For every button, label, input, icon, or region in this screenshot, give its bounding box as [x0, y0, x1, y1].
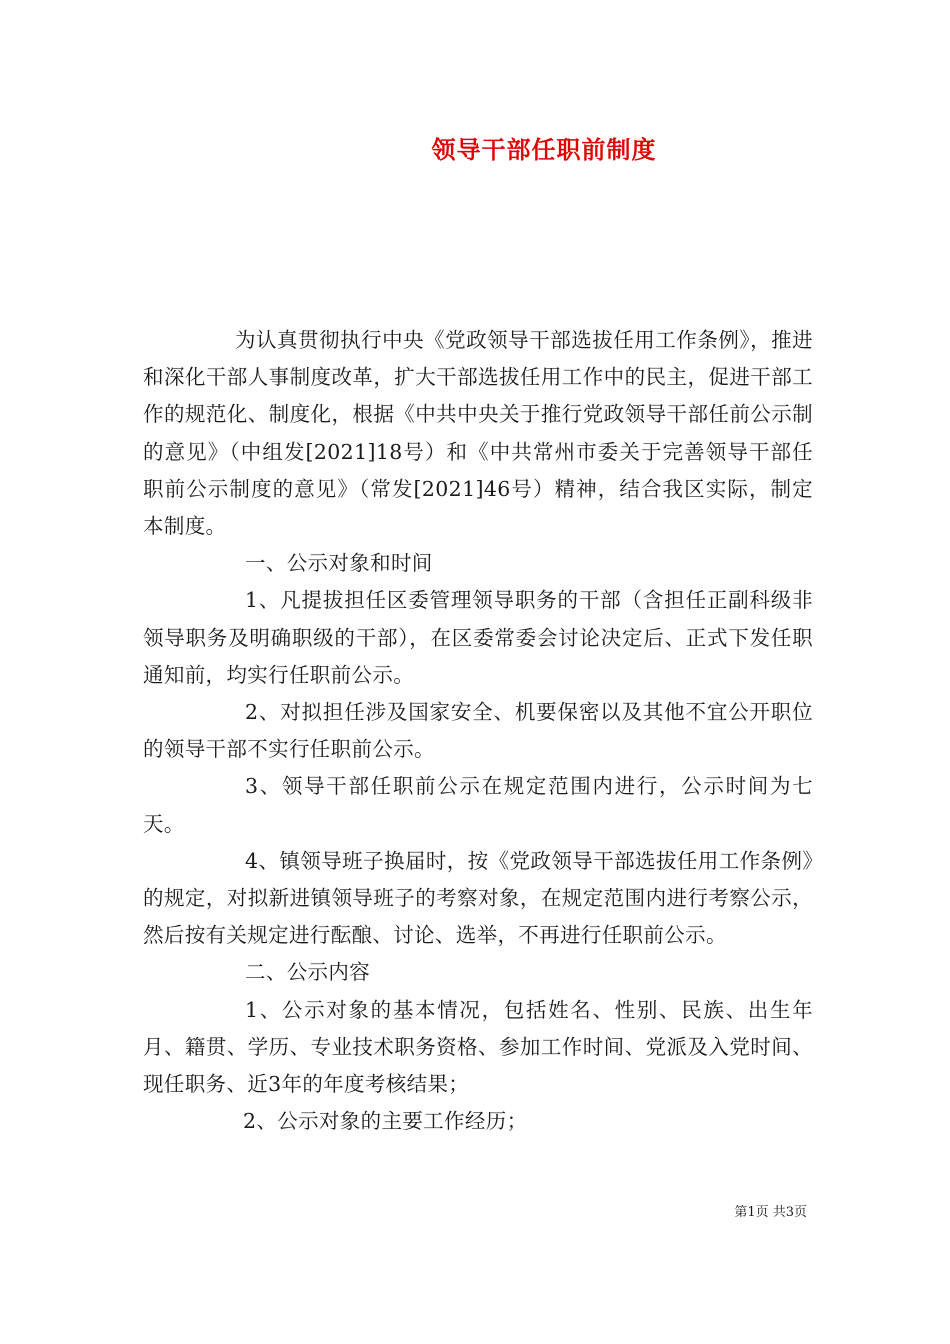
- clause-2-2: 2、公示对象的主要工作经历；: [243, 1109, 528, 1134]
- intro-paragraph: 为认真贯彻执行中央《党政领导干部选拔任用工作条例》，推进和深化干部人事制度改革，扩大干部选拔任用工作中的民主，促进干部工作的规范化、制度化，根据《中共中央关于推行党政领导干部任前公示制的意见》（中组发[2021]18号）和《中共常州市委关于完善领导干部任职前公示制度的意见》（常发[2021]46号）精神，结合我区实际，制定本制度。: [143, 328, 813, 539]
- document-body: [143, 322, 813, 1140]
- clause-1-3: 3、领导干部任职前公示在规定范围内进行，公示时间为七天。: [143, 774, 813, 836]
- document-title: 领导干部任职前制度: [431, 135, 657, 164]
- clause-2-1: 1、公示对象的基本情况，包括姓名、性别、民族、出生年月、籍贯、学历、专业技术职务资格、参加工作时间、党派及入党时间、现任职务、近3年的年度考核结果；: [143, 997, 813, 1097]
- section-heading-2: 二、公示内容: [245, 960, 371, 985]
- section-heading-1: 一、公示对象和时间: [245, 551, 433, 576]
- clause-1-1: 1、凡提拔担任区委管理领导职务的干部（含担任正副科级非领导职务及明确职级的干部），在区委常委会讨论决定后、正式下发任职通知前，均实行任职前公示。: [143, 588, 813, 687]
- page-number: 第1页 共3页: [734, 1205, 807, 1220]
- clause-1-4: 4、镇领导班子换届时，按《党政领导干部选拔任用工作条例》的规定，对拟新进镇领导班子的考察对象，在规定范围内进行考察公示，然后按有关规定进行酝酿、讨论、选举，不再进行任职前公示。: [143, 848, 813, 948]
- clause-1-2: 2、对拟担任涉及国家安全、机要保密以及其他不宜公开职位的领导干部不实行任职前公示。: [143, 700, 813, 762]
